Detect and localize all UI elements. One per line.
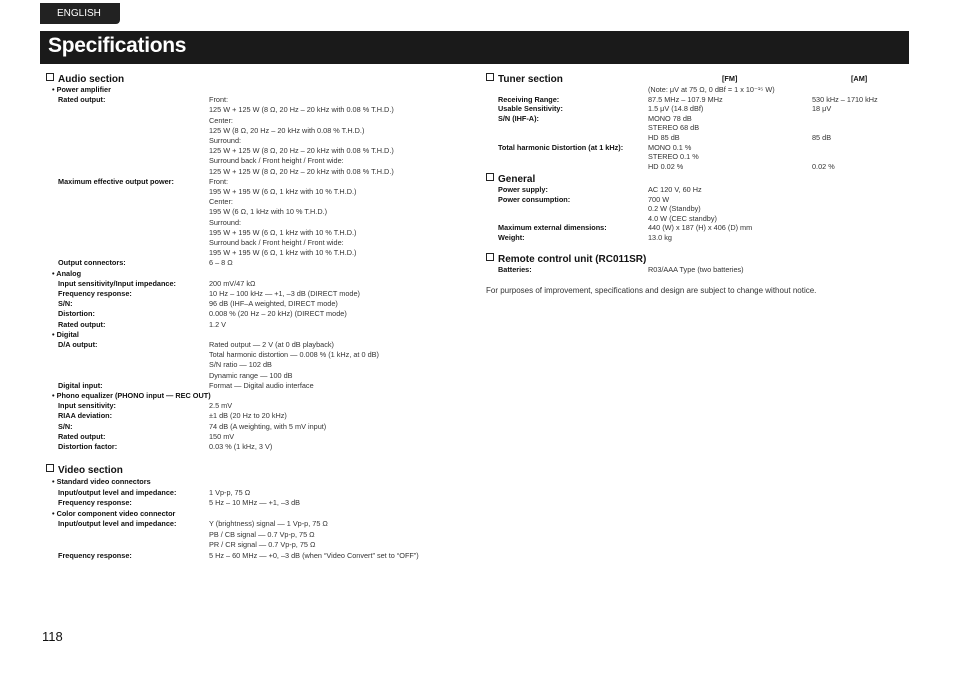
fm-value: MONO 78 dB xyxy=(648,113,692,123)
fm-value: STEREO 68 dB xyxy=(648,123,700,133)
spec-label: Total harmonic Distortion (at 1 kHz): xyxy=(498,142,624,152)
audio-section-heading: Audio section xyxy=(46,73,124,85)
fm-value: HD 0.02 % xyxy=(648,161,684,171)
disclaimer-note: For purposes of improvement, specifications and design are subject to change without notice. xyxy=(486,286,817,295)
spec-label: • Digital xyxy=(52,329,79,339)
spec-value: Front: xyxy=(209,95,229,105)
spec-value: 125 W (8 Ω, 20 Hz – 20 kHz with 0.08 % T.H.D.) xyxy=(209,125,365,135)
spec-label: Output connectors: xyxy=(58,258,126,268)
spec-value: Center: xyxy=(209,115,233,125)
spec-value: 96 dB (IHF–A weighted, DIRECT mode) xyxy=(209,299,338,309)
spec-label: • Analog xyxy=(52,268,82,278)
checkbox-bullet-icon xyxy=(486,173,494,181)
am-value: 530 kHz – 1710 kHz xyxy=(812,94,878,104)
spec-value: 195 W (6 Ω, 1 kHz with 10 % T.H.D.) xyxy=(209,207,328,217)
general-section-heading: General xyxy=(486,173,535,185)
spec-value: Center: xyxy=(209,197,233,207)
spec-label: Distortion: xyxy=(58,309,95,319)
fm-value: MONO 0.1 % xyxy=(648,142,692,152)
page-number: 118 xyxy=(42,629,63,644)
spec-value: Front: xyxy=(209,176,229,186)
video-section-heading: Video section xyxy=(46,464,123,476)
spec-value: Surround back / Front height / Front wide: xyxy=(209,156,344,166)
spec-label: Input sensitivity/Input impedance: xyxy=(58,278,176,288)
spec-value: 195 W + 195 W (6 Ω, 1 kHz with 10 % T.H.D.) xyxy=(209,248,357,258)
spec-label: • Color component video connector xyxy=(52,508,176,518)
spec-value: ±1 dB (20 Hz to 20 kHz) xyxy=(209,411,287,421)
am-value: 18 μV xyxy=(812,104,832,114)
checkbox-bullet-icon xyxy=(486,253,494,261)
checkbox-bullet-icon xyxy=(46,73,54,81)
spec-label: Input/output level and impedance: xyxy=(58,487,177,497)
spec-value: Surround: xyxy=(209,217,242,227)
spec-value: 10 Hz – 100 kHz — +1, –3 dB (DIRECT mode) xyxy=(209,289,360,298)
spec-value: 1 Vp-p, 75 Ω xyxy=(209,487,251,497)
spec-value: 200 mV/47 kΩ xyxy=(209,278,256,288)
spec-value: 0.2 W (Standby) xyxy=(648,204,701,214)
spec-label: Input sensitivity: xyxy=(58,401,116,411)
fm-value: 1.5 μV (14.8 dBf) xyxy=(648,104,704,114)
spec-label: Input/output level and impedance: xyxy=(58,519,177,528)
spec-value: 0.008 % (20 Hz – 20 kHz) (DIRECT mode) xyxy=(209,309,347,319)
spec-label: • Standard video connectors xyxy=(52,477,151,486)
spec-label: • Power amplifier xyxy=(52,85,111,94)
spec-label: • Phono equalizer (PHONO input — REC OUT) xyxy=(52,391,211,400)
fm-value: (Note: μV at 75 Ω, 0 dBf = 1 x 10⁻¹⁵ W) xyxy=(648,85,775,94)
spec-value: 5 Hz – 60 MHz — +0, –3 dB (when “Video Convert” set to “OFF”) xyxy=(209,550,419,560)
checkbox-bullet-icon xyxy=(486,73,494,81)
spec-label: Maximum external dimensions: xyxy=(498,223,607,233)
spec-value: S/N ratio — 102 dB xyxy=(209,360,272,370)
spec-label: Frequency response: xyxy=(58,289,132,298)
spec-value: 125 W + 125 W (8 Ω, 20 Hz – 20 kHz with 0.08 % T.H.D.) xyxy=(209,166,394,176)
remote-section-heading: Remote control unit (RC011SR) xyxy=(486,253,646,265)
spec-value: Rated output — 2 V (at 0 dB playback) xyxy=(209,340,334,349)
spec-label: Weight: xyxy=(498,233,525,242)
spec-label: Batteries: xyxy=(498,265,532,274)
spec-label: S/N (IHF-A): xyxy=(498,113,539,123)
spec-value: 74 dB (A weighting, with 5 mV input) xyxy=(209,421,327,431)
spec-value: PR / CR signal — 0.7 Vp-p, 75 Ω xyxy=(209,540,316,549)
tuner-section-heading: Tuner section xyxy=(486,73,563,85)
spec-value: Total harmonic distortion — 0.008 % (1 kHz, at 0 dB) xyxy=(209,350,379,360)
spec-value: 700 W xyxy=(648,194,670,204)
spec-value: 2.5 mV xyxy=(209,401,233,411)
spec-value: 195 W + 195 W (6 Ω, 1 kHz with 10 % T.H.D.) xyxy=(209,187,357,196)
fm-column-header: [FM] xyxy=(722,74,738,83)
spec-label: Rated output: xyxy=(58,95,106,105)
spec-label: Frequency response: xyxy=(58,550,132,560)
spec-label: Rated output: xyxy=(58,319,106,329)
spec-value: 440 (W) x 187 (H) x 406 (D) mm xyxy=(648,223,753,233)
spec-label: Digital input: xyxy=(58,380,103,390)
spec-label: Usable Sensitivity: xyxy=(498,104,563,114)
spec-value: 195 W + 195 W (6 Ω, 1 kHz with 10 % T.H.D.) xyxy=(209,227,357,237)
title-bar xyxy=(40,31,909,64)
spec-value: 150 mV xyxy=(209,431,235,441)
spec-label: Maximum effective output power: xyxy=(58,176,174,186)
spec-value: 4.0 W (CEC standby) xyxy=(648,213,717,223)
spec-value: 13.0 kg xyxy=(648,233,672,242)
spec-label: Power supply: xyxy=(498,185,548,194)
spec-label: S/N: xyxy=(58,299,73,309)
spec-label: RIAA deviation: xyxy=(58,411,113,421)
spec-value: 5 Hz – 10 MHz — +1, –3 dB xyxy=(209,498,301,507)
spec-label: Distortion factor: xyxy=(58,442,118,451)
spec-label: Rated output: xyxy=(58,431,106,441)
spec-value: Surround: xyxy=(209,136,242,145)
spec-label: S/N: xyxy=(58,421,73,431)
spec-value: Surround back / Front height / Front wide: xyxy=(209,238,344,247)
fm-value: HD 85 dB xyxy=(648,133,680,142)
spec-value: 6 – 8 Ω xyxy=(209,258,233,268)
spec-label: Power consumption: xyxy=(498,194,571,204)
checkbox-bullet-icon xyxy=(46,464,54,472)
spec-value: AC 120 V, 60 Hz xyxy=(648,185,702,194)
am-column-header: [AM] xyxy=(851,74,868,83)
spec-value: Y (brightness) signal — 1 Vp-p, 75 Ω xyxy=(209,519,328,528)
page-title: Specifications xyxy=(48,34,187,57)
fm-value: STEREO 0.1 % xyxy=(648,152,699,162)
am-value: 85 dB xyxy=(812,133,832,142)
spec-label: D/A output: xyxy=(58,340,98,349)
language-tab: ENGLISH xyxy=(40,3,120,24)
spec-label: Receiving Range: xyxy=(498,94,560,104)
am-value: 0.02 % xyxy=(812,161,835,171)
spec-value: Dynamic range — 100 dB xyxy=(209,370,293,380)
spec-value: Format — Digital audio interface xyxy=(209,380,314,390)
spec-value: PB / CB signal — 0.7 Vp-p, 75 Ω xyxy=(209,529,315,539)
spec-value: 0.03 % (1 kHz, 3 V) xyxy=(209,442,273,451)
fm-value: 87.5 MHz – 107.9 MHz xyxy=(648,94,723,104)
spec-value: 125 W + 125 W (8 Ω, 20 Hz – 20 kHz with 0.08 % T.H.D.) xyxy=(209,146,394,156)
spec-value: 1.2 V xyxy=(209,319,227,329)
spec-label: Frequency response: xyxy=(58,498,132,507)
spec-value: R03/AAA Type (two batteries) xyxy=(648,265,744,274)
spec-value: 125 W + 125 W (8 Ω, 20 Hz – 20 kHz with 0.08 % T.H.D.) xyxy=(209,105,394,115)
